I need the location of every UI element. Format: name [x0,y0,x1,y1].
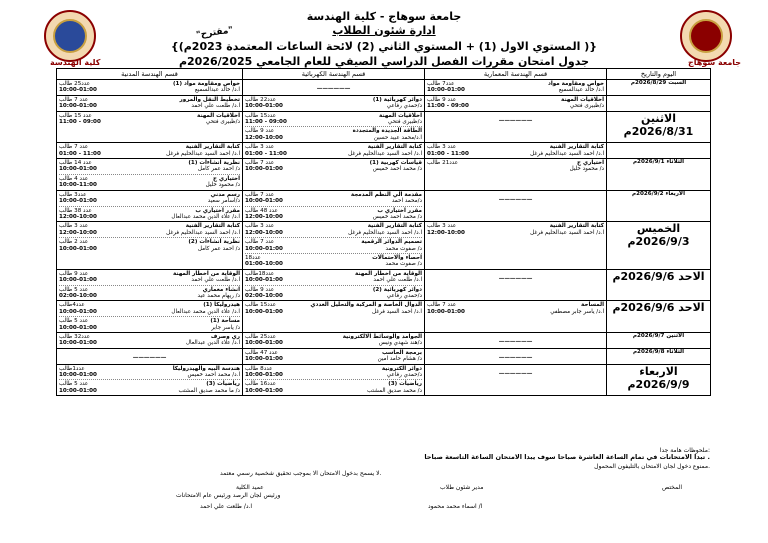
student-count: عدد 7 طالب [59,144,89,151]
exam-time: 02:00-10:00 [245,292,283,299]
course-name: خواص ومقاومة مواد [547,81,604,87]
student-count: عدد 9 طالب [245,286,275,293]
civil-cell [57,333,243,349]
electrical-cell [243,190,425,222]
student-count: عدد22 طالب [245,96,277,103]
exam-entry [245,143,422,158]
course-name: كتابة التقارير الفنية [549,223,604,230]
course-name: تصميم الدوائر الرقمية [361,239,422,246]
civil-cell [57,269,243,301]
exam-time: 11:00 - 01:00 [245,150,287,157]
signature-registrar-title: مدير شئون طلاب [440,484,484,491]
course-name: اختياري ج [577,160,604,167]
course-name: مقرر اختياري ب [195,207,240,214]
civil-cell [57,95,243,111]
exam-time: 10:00-01:00 [59,245,97,252]
civil-cell [57,301,243,333]
instructor-name: ا.د/ طلعت علي احمد [191,103,240,110]
course-name: نظرية انشاءات (2) [188,239,240,246]
instructor-name: ا.د/ خالد عبدالسميع [194,87,240,94]
student-count: عدد 7 طالب [245,191,275,198]
course-name: دوائر كهربائية (2) [372,286,422,293]
exam-entry [245,159,422,174]
notes-heading: ملحوظات هامة جدا: [659,447,710,454]
course-name: تخطيط النقل والمرور [179,96,240,103]
instructor-name: ا.د/ احمد السيد عبدالحليم فرغل [530,150,604,157]
exam-time: 10:00-01:00 [245,245,283,252]
day-cell [607,143,711,159]
student-count: عدد25 طالب [59,81,91,87]
day-cell: الاثنين 2026/9/7م [607,333,711,349]
instructor-name: د/ظبيرى فتحي [569,103,604,110]
exam-time: 10:00-01:00 [245,166,283,173]
course-name: هيدروليكا (1) [203,302,240,309]
exam-entry [59,80,240,95]
exam-entry [427,222,604,237]
instructor-name: د/ ما محمد صديق المشتب [178,387,240,394]
exam-entry [59,222,240,238]
exam-entry [427,96,604,111]
architecture-cell [425,333,607,349]
exam-entry [245,365,422,381]
exam-time: 12:00-10:00 [427,229,465,236]
student-count: عدد18طالب [245,270,275,277]
instructor-name: ا.د/ احمد السيد عبدالحليم فرغل [348,150,422,157]
exam-time: 10:00-01:00 [59,166,97,173]
exam-time: 02:00-10:00 [59,292,97,299]
student-count: عدد 7 طالب [245,239,275,246]
instructor-name: ا.د/ طلعت علي احمد [373,277,422,284]
instructor-name: د/ هشام حامد امين [377,356,422,363]
instructor-name: د/حمدي رفاعي [386,372,422,379]
exam-entry [245,254,422,269]
exam-entry [245,96,422,111]
exam-entry [59,301,240,317]
course-name: مقرر اختياري ب [377,207,422,214]
exam-time: 10:00-01:00 [59,277,97,284]
civil-cell [57,348,243,364]
empty-slot: —————— [132,354,167,361]
day-cell: السبت 2026/8/29م [607,80,711,96]
instructor-name: د/ احمد عمر كامل [197,166,240,173]
course-name: الوقاية من اخطار المهنة [355,270,422,277]
student-count: عدد 47 طالب [245,349,278,356]
student-count: عدد 3 طالب [245,223,275,230]
course-name: انشاء معماري [202,286,240,293]
exam-entry [59,207,240,222]
day-cell: الثلاثاء 2026/9/1م [607,159,711,191]
student-count: عدد15 طالب [245,302,277,309]
student-count: عدد8 طالب [245,365,273,372]
electrical-cell [243,143,425,159]
exam-time: 10:00-01:00 [245,277,283,284]
student-count: عدد32 طالب [59,334,91,340]
instructor-name: ا.د/ علاء الدين عبدالعال [185,340,240,347]
electrical-cell [243,333,425,349]
instructor-name: د/ محمود خليل [205,182,240,189]
exam-time: 10:00-01:00 [59,308,97,315]
instructor-name: ا.د/ علاء الدين محمد عبدالعال [171,308,240,315]
table-row [57,333,711,349]
exam-entry [59,238,240,253]
instructor-name: د/حمدي رفاعي [386,292,422,299]
student-count: عدد 14 طالب [59,160,92,167]
exam-entry [427,80,604,95]
instructor-name: ا.د/ محمد احمد خميس [187,372,240,379]
col-architecture: قسم الهندسة المعمارية [425,69,607,80]
instructor-name: ا.د/ خالد عبدالسميع [558,87,604,94]
exam-time: 10:00-01:00 [59,387,97,394]
instructor-name: د/اسامر سعيد [207,198,240,205]
architecture-cell [425,348,607,364]
architecture-cell [425,80,607,96]
civil-cell [57,159,243,191]
exam-entry [245,301,422,316]
exam-entry [245,380,422,395]
electrical-cell [243,159,425,191]
exam-entry [59,365,240,381]
course-name: كتابة التقارير الفنية [549,144,604,151]
exam-time: 10:00-01:00 [59,103,97,110]
exam-time: 12:00-10:00 [245,229,283,236]
student-count: عدد 3 طالب [427,144,457,151]
course-name: كتابة التقارير الفنية [367,223,422,230]
university-name: جامعة سوهاج - كلية الهندسة [306,10,462,23]
table-row [57,159,711,191]
architecture-cell [425,190,607,222]
course-name: كتابة التقارير الفنية [185,223,240,230]
civil-cell [57,111,243,143]
col-electrical: قسم الهندسة الكهربائية [243,69,425,80]
course-name: الطاقة الجديدة والمتجددة [352,128,422,135]
levels-line: {(المستوي الاول (1) + المستوي الثاني (2) لائحة الساعات المعتمدة 2023م )} [170,40,598,53]
page-title: جدول امتحان مقررات الفصل الدراسي الصيفي للعام الجامعي 2026/2025م [178,55,590,68]
architecture-cell [425,301,607,333]
course-name: اختياري ج [213,175,240,182]
course-name: الوقاية من اخطار المهنة [173,270,240,277]
exam-entry [59,143,240,158]
student-count: عدد 48 طالب [245,207,278,214]
student-count: عدد 7 طالب [427,302,457,309]
student-count: عدد 7 طالب [245,160,275,167]
instructor-name: ا.د/ احمد السيد عبدالحليم فرغل [166,229,240,236]
instructor-name: ا.د/ علاء الدين محمد عبدالعال [171,213,240,220]
instructor-name: د/ظبيرى فتحي [387,119,422,126]
exam-time: 10:00-01:00 [245,372,283,379]
exam-time: 10:00-01:00 [245,356,283,363]
student-count: عدد 9 طالب [427,96,457,103]
instructor-name: د/ صفوت محمد [385,245,422,252]
instructor-name: د/ محمود خليل [569,166,604,173]
exam-time: 10:00-01:00 [59,198,97,205]
student-count: عدد 9 طالب [59,270,89,277]
note-3: لا يسمح بدخول الامتحان الا بموجب تحقيق شخصية رسمي معتمد. [220,470,382,477]
table-row [57,269,711,301]
electrical-cell [243,269,425,301]
course-name: المساحة [581,302,604,309]
header [0,6,768,72]
course-name: برمجة الحاسب [382,349,422,356]
exam-time: 10:00-01:00 [245,387,283,394]
electrical-cell [243,301,425,333]
exam-entry [245,238,422,254]
electrical-cell [243,348,425,364]
student-count: عدد 3 طالب [59,223,89,230]
student-count: عدد4طالب [59,302,85,309]
faculty-logo-caption: كلية الهندسة [50,58,101,67]
course-name: اخلاقيات المهنة [379,112,422,119]
signature-dean-name: ا.د/ طلعت علي احمد [200,503,253,510]
signature-dean-role: ورئيس لجان الرصد ورئيس عام الامتحانات [176,492,281,499]
instructor-name: ا.د/ ياسر جابر مصطفي [550,308,604,315]
exam-time: 10:00-01:00 [427,87,465,94]
instructor-name: د/هند شهدي ونيس [378,340,422,347]
student-count: عدد 5 طالب [59,381,89,388]
architecture-cell [425,95,607,111]
table-row [57,95,711,111]
exam-time: 01:00-10:00 [245,261,283,268]
table-row [57,364,711,396]
student-count: عدد 3 طالب [427,223,457,230]
course-name: اخلاقيات المهنة [561,96,604,103]
instructor-name: ا.د/ احمد السيد عبدالحليم فرغل [348,229,422,236]
course-name: احصاء والاحتمالات [372,254,422,261]
architecture-cell [425,222,607,269]
empty-slot: —————— [498,370,533,377]
student-count: عدد 4 طالب [59,175,89,182]
empty-slot: —————— [498,117,533,124]
exam-entry [245,222,422,238]
exam-entry [245,286,422,301]
note-1: تبدا الامتحانات في تمام الساعة العاشرة صباحا سوف يبدا الامتحان الساعة التاسعة صباحا . [424,453,710,461]
student-count: عدد 3 طالب [245,144,275,151]
course-name: اخلاقيات المهنة [197,112,240,119]
exam-entry [245,270,422,286]
exam-entry [427,143,604,158]
architecture-cell [425,143,607,159]
exam-entry [245,112,422,128]
electrical-cell [243,80,425,96]
exam-time: 10:00-01:00 [245,340,283,347]
exam-time: 10:00-01:00 [245,308,283,315]
table-row [57,190,711,222]
exam-entry [245,333,422,348]
student-count: عدد 5 طالب [59,318,89,325]
course-name: الجوامد والوسائط الالكترونية [342,334,422,340]
day-cell: الثلاثاء 2026/9/8م [607,348,711,364]
instructor-name: ا.د/محمد عبيد حسين [373,134,422,141]
civil-cell [57,80,243,96]
exam-time: 11:00 - 01:00 [59,150,101,157]
exam-time: 10:00-01:00 [59,340,97,347]
student-count: عدد 38 طالب [59,207,92,214]
exam-time: 12:00-10:00 [59,229,97,236]
student-count: عدد 15 طالب [59,112,92,119]
course-name: دوائر الكترونية [381,365,422,372]
civil-cell [57,143,243,159]
table-row [57,80,711,96]
exam-entry [427,159,604,174]
exam-schedule-table [56,68,711,396]
university-logo-caption: جامعة سوهاج [688,58,742,67]
architecture-cell [425,159,607,191]
exam-entry [59,112,240,127]
exam-time: 10:00-11:00 [59,182,97,189]
day-cell: الاحد 2026/9/6م [607,269,711,301]
civil-cell [57,222,243,269]
col-day: اليوم والتاريخ [607,69,711,80]
student-count: عدد25 طالب [245,334,277,340]
exam-entry [245,191,422,207]
architecture-cell [425,364,607,396]
exam-time: 12:00-10:00 [245,134,283,141]
student-count: عدد21 طالب [427,160,459,167]
instructor-name: د/ محمد احمد خميس [372,213,422,220]
electrical-cell [243,111,425,143]
empty-slot: —————— [498,339,533,345]
student-count: عدد1طالب [59,365,85,372]
day-cell [607,95,711,111]
instructor-name: د/ ياسر جابر [211,324,240,331]
course-name: ري وصرف [210,334,240,340]
table-row [57,111,711,143]
exam-entry [245,207,422,222]
exam-time: 09:00 - 11:00 [427,103,469,110]
instructor-name: ا.د/ احمد السيد فرغل [371,308,422,315]
day-cell: الاربعاء 2026/9/2م [607,190,711,222]
table-row [57,348,711,364]
student-count: عدد 2 طالب [59,239,89,246]
course-name: نظرية انشاءات (1) [188,160,240,167]
exam-entry [59,333,240,348]
student-count: عدد7 طالب [427,81,455,87]
course-name: رياضيات (3) [206,381,240,388]
student-count: عدد 5 طالب [59,286,89,293]
instructor-name: د/ صفوت محمد [385,261,422,268]
exam-time: 10:00-01:00 [245,198,283,205]
instructor-name: د/ محمد احمد خميس [372,166,422,173]
exam-entry [59,175,240,190]
course-name: الدوال الخاصة و المركبة والتحليل العددي [310,302,422,309]
course-name: هندسة البيه والهيدروليكا [172,365,240,372]
civil-cell [57,364,243,396]
exam-entry [427,301,604,316]
instructor-name: د/ ريهام محمد عيد [197,292,240,299]
student-count: عدد15 طالب [245,112,277,119]
instructor-name: ا.د/ احمد السيد عبدالحليم فرغل [530,229,604,236]
course-name: رسم مدني [210,191,240,198]
course-name: دوائر كهربائية (1) [372,96,422,103]
instructor-name: د/حمدي رفاعي [386,103,422,110]
exam-entry [59,380,240,395]
table-header-row [57,69,711,80]
student-count: عدد 7 طالب [59,96,89,103]
student-count: عدد 9 طالب [245,128,275,135]
exam-entry [59,191,240,207]
empty-slot: —————— [498,275,533,282]
exam-entry [59,286,240,301]
exam-time: 10:00-01:00 [59,324,97,331]
exam-time: 09:00 - 11:00 [245,119,287,126]
exam-entry [59,317,240,332]
exam-entry [59,159,240,175]
exam-time: 10:00-01:00 [427,308,465,315]
instructor-name: ا.د/ طلعت علي احمد [191,277,240,284]
student-count: عدد16 طالب [245,381,277,388]
table-row [57,222,711,269]
exam-entry [245,127,422,142]
course-name: خواص ومقاومة مواد (1) [172,81,240,87]
instructor-name: د/ احمد عمر كامل [197,245,240,252]
electrical-cell [243,95,425,111]
note-2: ممنوع دخول لجان الامتحان بالتليفون المحمول. [594,463,710,470]
student-count: عدد3 طالب [59,191,87,198]
exam-time: 12:00-10:00 [245,213,283,220]
signature-registrar-name: ا/ اسماء محمد محمود [428,503,483,510]
day-cell: الاحد 2026/9/6م [607,301,711,333]
exam-entry [245,349,422,364]
exam-time: 10:00-01:00 [59,87,97,94]
architecture-cell [425,111,607,143]
empty-slot: —————— [498,196,533,203]
exam-entry [59,270,240,286]
table-row [57,143,711,159]
instructor-name: د/محمد احمد [391,198,422,205]
day-cell: الاربعاء 2026/9/9م [607,364,711,396]
electrical-cell [243,222,425,269]
exam-time: 12:00-10:00 [59,213,97,220]
instructor-name: د/ محمد صديق المشتب [366,387,422,394]
empty-slot: —————— [498,354,533,361]
col-civil: قسم الهندسة المدنية [57,69,243,80]
course-name: رياضيات (3) [388,381,422,388]
instructor-name: د/ظبيرى فتحي [205,119,240,126]
civil-cell [57,190,243,222]
day-cell: الخميس 2026/9/3م [607,222,711,269]
course-name: مساحة (1) [210,318,240,325]
exam-time: 11:00 - 01:00 [427,150,469,157]
empty-slot: —————— [316,86,351,92]
exam-time: 10:00-01:00 [245,103,283,110]
course-name: كتابة التقارير الفنية [367,144,422,151]
signature-specialist: المختص [662,484,682,491]
instructor-name: ا.د/ احمد السيد عبدالحليم فرغل [166,150,240,157]
course-name: مقدمة الي النظم المدمجة [350,191,422,198]
signature-dean-title: عميد الكلية [236,484,264,491]
exam-time: 09:00 - 11:00 [59,119,101,126]
day-cell: الاثنين 2026/8/31م [607,111,711,143]
architecture-cell [425,269,607,301]
exam-time: 10:00-01:00 [59,372,97,379]
course-name: كتابة التقارير الفنية [185,144,240,151]
department-name: ادارة شئون الطلاب [332,24,436,37]
student-count: عدد18 [245,254,261,261]
exam-entry [59,96,240,111]
proposed-stamp: "مقترح" [195,25,234,41]
electrical-cell [243,364,425,396]
table-row [57,301,711,333]
course-name: قياسات كهربية (1) [369,160,422,167]
